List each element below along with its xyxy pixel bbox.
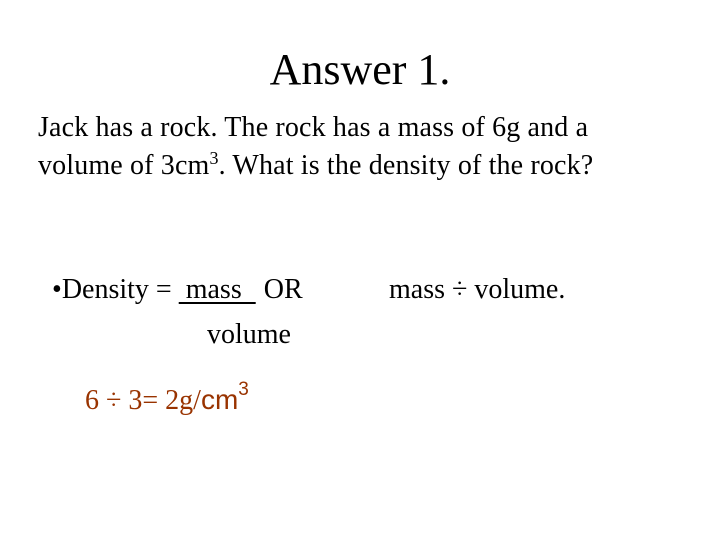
question-text xyxy=(38,109,708,185)
unit-text: cm xyxy=(200,384,239,415)
question-line-2-prefix: volume of 3cm xyxy=(38,150,210,181)
bullet-marker: • xyxy=(52,274,62,305)
slide-title: Answer 1. xyxy=(269,45,451,94)
formula-numerator: mass xyxy=(178,274,256,305)
answer-calculation xyxy=(85,380,249,421)
calculation-text: 6 ÷ 3= 2g/ xyxy=(85,385,201,416)
density-label: Density = xyxy=(61,274,179,305)
cubic-superscript: 3 xyxy=(209,148,219,168)
unit-superscript: 3 xyxy=(238,379,249,400)
question-line-2 xyxy=(38,147,708,185)
or-word: OR xyxy=(263,274,303,305)
formula-alternative: mass ÷ volume. xyxy=(389,274,566,305)
density-formula xyxy=(52,272,303,308)
question-line-1: Jack has a rock. The rock has a mass of 6g and a xyxy=(38,112,589,143)
question-line-2-suffix: . What is the density of the rock? xyxy=(218,150,594,181)
formula-denominator: volume xyxy=(207,319,291,350)
